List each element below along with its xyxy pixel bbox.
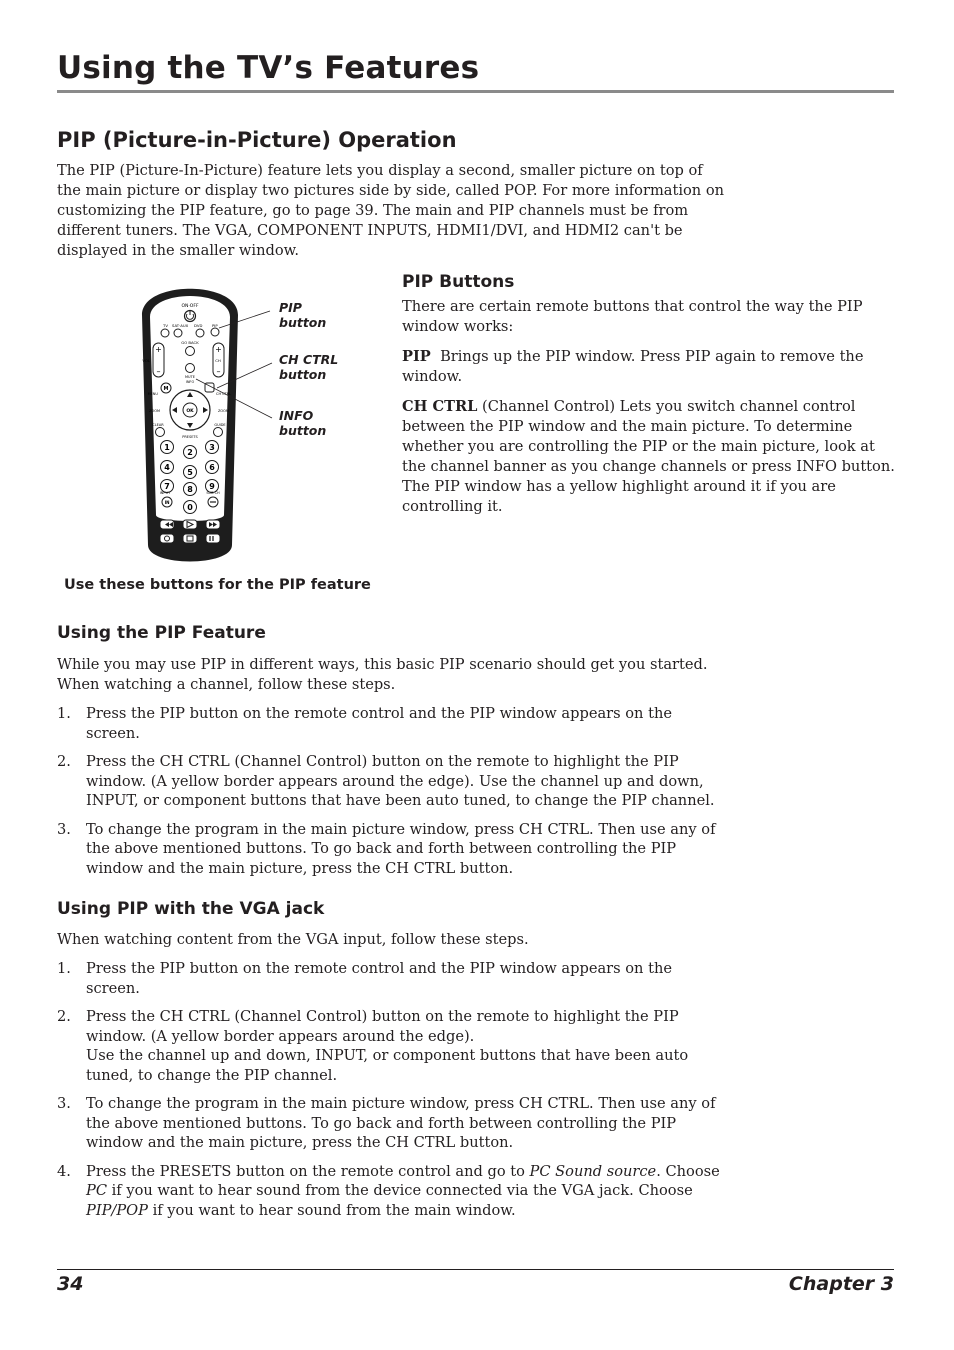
step-text: if you want to hear sound from the main window. — [147, 1201, 516, 1219]
remote-label-menu: MENU — [147, 392, 158, 396]
callout-pip-line2: button — [279, 315, 327, 330]
vga-heading: Using PIP with the VGA jack — [57, 899, 325, 919]
remote-label-tv: TV — [163, 323, 168, 328]
step-number: 1. — [57, 705, 71, 722]
remote-label-sub-ch: SUB CH — [206, 491, 220, 495]
page-number: 34 — [57, 1273, 84, 1295]
remote-digit-label: 6 — [209, 463, 215, 472]
step-number: 3. — [57, 1095, 71, 1112]
remote-label-sat-aux: SAT·AUX — [172, 323, 189, 328]
chapter-label: Chapter 3 — [788, 1273, 894, 1295]
chctrl-description — [402, 397, 897, 517]
pip-buttons-heading: PIP Buttons — [402, 272, 515, 292]
step-number: 1. — [57, 960, 71, 977]
using-pip-intro: While you may use PIP in different ways, this basic PIP scenario should get you started. When watching a channel, follow these steps. — [57, 656, 708, 693]
remote-digit-label: 9 — [209, 482, 215, 491]
remote-label-dvd: DVD — [194, 323, 203, 328]
callout-ch-ctrl — [279, 352, 338, 382]
remote-label-zoom-left: ZOOM — [149, 409, 160, 413]
step-text: . Choose — [656, 1162, 720, 1180]
list-item — [57, 704, 717, 743]
chctrl-term: CH CTRL — [402, 398, 478, 415]
title-rule — [57, 90, 894, 93]
list-item — [57, 1162, 729, 1221]
option-pip-pop: PIP/POP — [86, 1201, 148, 1219]
callout-pip — [279, 300, 326, 330]
pip-description — [402, 347, 897, 387]
remote-label-go-back: GO BACK — [181, 340, 199, 345]
remote-label-on-off: ON·OFF — [181, 304, 199, 309]
remote-label-ch: CH — [215, 358, 221, 363]
vga-intro: When watching content from the VGA input, follow these steps. — [57, 931, 529, 948]
list-item — [57, 1094, 729, 1153]
using-pip-heading: Using the PIP Feature — [57, 623, 266, 643]
step-number: 4. — [57, 1162, 71, 1180]
list-item — [57, 752, 717, 811]
callout-pip-line1: PIP — [279, 300, 302, 315]
remote-digit-label: 5 — [187, 468, 193, 477]
remote-digit-label: 3 — [209, 443, 215, 452]
footer-rule — [57, 1269, 894, 1270]
callout-info-line2: button — [279, 423, 327, 438]
using-pip-steps — [57, 704, 717, 887]
step-number: 3. — [57, 820, 71, 838]
page-title: Using the TV’s Features — [57, 50, 480, 86]
svg-text:–: – — [156, 367, 161, 376]
remote-digit-label: 1 — [164, 443, 170, 452]
step-text: To change the program in the main picture window, press CH CTRL. Then use any of the above mentioned buttons. To go back and forth between controlling the PIP window and the main picture, press the CH CTRL button. — [86, 1095, 716, 1151]
svg-text:+: + — [155, 345, 162, 354]
remote-label-ch-ctrl: CH CTRL — [216, 392, 232, 396]
figure-caption: Use these buttons for the PIP feature — [64, 577, 371, 593]
remote-label-ok: OK — [186, 409, 194, 414]
callout-ch-ctrl-line2: button — [279, 367, 327, 382]
step-number: 2. — [57, 753, 71, 770]
remote-control-illustration — [120, 275, 370, 575]
section-heading: PIP (Picture-in-Picture) Operation — [57, 128, 457, 152]
step-text: To change the program in the main picture window, press CH CTRL. Then use any of the above mentioned buttons. To go back and forth between controlling the PIP window and the main picture, press the CH CTRL button. — [86, 820, 716, 877]
step-number: 2. — [57, 1008, 71, 1025]
chctrl-text: (Channel Control) Lets you switch channel control between the PIP window and the main picture. To determine whether you are controlling the PIP or the main picture, look at the channel banner as you change channels or press INFO button. The PIP window has a yellow highlight around it if you are controlling it. — [402, 398, 895, 515]
remote-digit-label: 0 — [187, 503, 193, 512]
remote-label-clear: CLEAR — [152, 423, 164, 427]
step-text: Press the PIP button on the remote control and the PIP window appears on the screen. — [86, 705, 672, 742]
remote-label-pip: PIP — [212, 323, 218, 328]
menu-path-pc-sound-source: PC Sound source — [529, 1162, 657, 1180]
step-text: if you want to hear sound from the device connected via the VGA jack. Choose — [107, 1182, 693, 1199]
remote-digit-label: 2 — [187, 448, 193, 457]
callout-info — [279, 408, 326, 438]
remote-digit-label: 8 — [187, 485, 193, 494]
remote-label-presets: PRESETS — [182, 435, 198, 439]
remote-label-info: INFO — [185, 380, 195, 384]
option-pc: PC — [86, 1182, 107, 1199]
step-text: Press the CH CTRL (Channel Control) button on the remote to highlight the PIP window. (A yellow border appears around the edge). — [86, 1008, 679, 1045]
step-text: Use the channel up and down, INPUT, or component buttons that have been auto tuned, to change the PIP channel. — [86, 1047, 689, 1084]
intro-paragraph: The PIP (Picture-In-Picture) feature lets you display a second, smaller picture on top of the main picture or display two pictures side by side, called POP. For more information on customizing the PIP feature, go to page 39. The main and PIP channels must be from different tuners. The VGA, COMPONENT INPUTS, HDMI1/DVI, and HDMI2 can't be displayed in the smaller window. — [57, 162, 725, 259]
callout-info-line1: INFO — [279, 408, 314, 423]
callout-ch-ctrl-line1: CH CTRL — [279, 352, 339, 367]
remote-figure — [120, 275, 370, 575]
remote-label-in: IN — [164, 500, 170, 505]
pip-text: Brings up the PIP window. Press PIP again to remove the window. — [402, 348, 864, 385]
svg-text:–: – — [216, 367, 221, 376]
remote-label-m: M — [163, 386, 169, 392]
remote-label-zoom-right: ZOOM — [218, 409, 229, 413]
step-text: Press the PRESETS button on the remote control and go to — [86, 1162, 530, 1180]
remote-digit-label: 7 — [164, 482, 170, 491]
step-text: Press the PIP button on the remote control and the PIP window appears on the screen. — [86, 960, 672, 997]
pip-term: PIP — [402, 348, 431, 365]
list-item — [57, 959, 729, 998]
svg-text:+: + — [215, 345, 222, 354]
list-item — [57, 1007, 729, 1085]
remote-digit-label: 4 — [164, 463, 170, 472]
remote-label-mute: MUTE — [185, 375, 195, 379]
remote-label-input: INPUT — [159, 491, 171, 495]
remote-label-guide: GUIDE — [214, 423, 226, 427]
step-text: Press the CH CTRL (Channel Control) button on the remote to highlight the PIP window. (A yellow border appears around the edge). Use the channel up and down, INPUT, or component buttons that have been auto tuned, to change the PIP channel. — [86, 753, 715, 809]
list-item — [57, 820, 717, 879]
pip-buttons-intro: There are certain remote buttons that control the way the PIP window works: — [402, 298, 863, 335]
vga-steps — [57, 959, 729, 1229]
remote-label-vol: VOL — [142, 358, 150, 363]
